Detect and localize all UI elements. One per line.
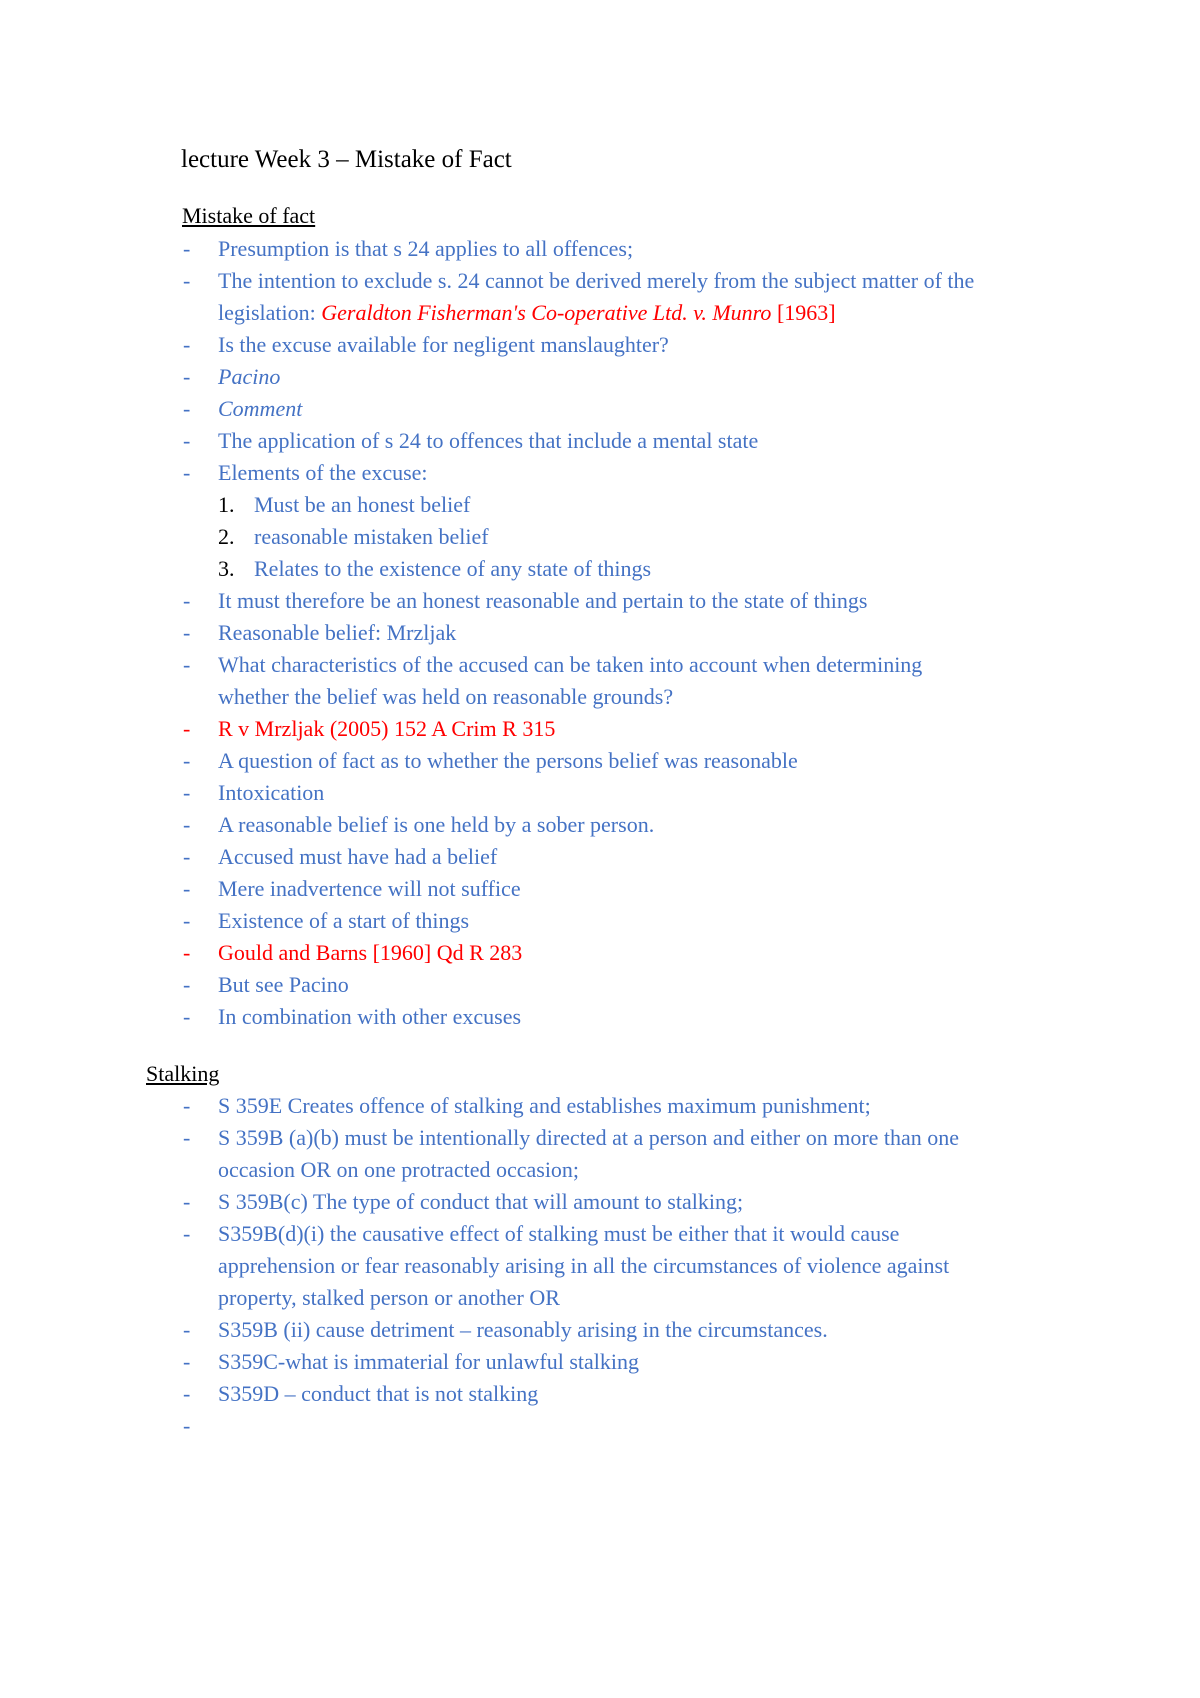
- list-item-text: Existence of a start of things: [218, 908, 470, 933]
- list-item: [180, 457, 1080, 489]
- case-citation-text: Geraldton Fisherman's Co-operative Ltd. v. Munro: [321, 300, 772, 325]
- list-item: [180, 937, 1080, 969]
- list-item: [180, 681, 1080, 713]
- list-item-text: Relates to the existence of any state of things: [254, 556, 652, 581]
- list-item-text: whether the belief was held on reasonable grounds?: [218, 684, 674, 709]
- case-citation-text: R v Mrzljak (2005) 152 A Crim R 315: [218, 716, 556, 741]
- bullet-dash: -: [183, 460, 191, 485]
- list-item: [180, 265, 1080, 297]
- list-item-text: Mere inadvertence will not suffice: [218, 876, 521, 901]
- bullet-dash: -: [183, 396, 191, 421]
- list-item-text: Must be an honest belief: [254, 492, 471, 517]
- bullet-dash: -: [183, 332, 191, 357]
- list-item-text: apprehension or fear reasonably arising in all the circumstances of violence against: [218, 1253, 950, 1278]
- list-item-text: S359D – conduct that is not stalking: [218, 1381, 539, 1406]
- list-item: [180, 905, 1080, 937]
- list-item-text: Is the excuse available for negligent manslaughter?: [218, 332, 669, 357]
- list-item: [180, 873, 1080, 905]
- list-item-text: S 359B(c) The type of conduct that will amount to stalking;: [218, 1189, 744, 1214]
- list-item: [180, 1090, 1080, 1122]
- list-item: [180, 617, 1080, 649]
- list-item: [180, 809, 1080, 841]
- list-item: [180, 425, 1080, 457]
- bullet-dash: -: [183, 780, 191, 805]
- bullet-dash: -: [183, 652, 191, 677]
- list-item-text: Reasonable belief: Mrzljak: [218, 620, 457, 645]
- list-item-text: legislation:: [218, 300, 322, 325]
- bullet-dash: -: [183, 812, 191, 837]
- list-item-text: In combination with other excuses: [218, 1004, 522, 1029]
- bullet-dash: -: [183, 716, 191, 741]
- list-item: [180, 521, 1080, 553]
- list-item-text: Intoxication: [218, 780, 325, 805]
- bullet-dash: -: [183, 1125, 191, 1150]
- list-item-text: The intention to exclude s. 24 cannot be derived merely from the subject matter of the: [218, 268, 975, 293]
- list-item: [180, 1218, 1080, 1250]
- list-item-text: occasion OR on one protracted occasion;: [218, 1157, 580, 1182]
- bullet-dash: -: [183, 844, 191, 869]
- list-item-text: Presumption is that s 24 applies to all offences;: [218, 236, 634, 261]
- list-item: [180, 1250, 1080, 1282]
- list-item-text: A reasonable belief is one held by a sober person.: [218, 812, 655, 837]
- bullet-dash: -: [183, 908, 191, 933]
- list-item: [180, 553, 1080, 585]
- list-item-text: property, stalked person or another OR: [218, 1285, 560, 1310]
- list-item-text: S359B(d)(i) the causative effect of stalking must be either that it would cause: [218, 1221, 900, 1246]
- bullet-dash: -: [183, 1413, 191, 1438]
- list-item: [180, 649, 1080, 681]
- bullet-dash: -: [183, 748, 191, 773]
- list-item: [180, 1314, 1080, 1346]
- list-item-text: What characteristics of the accused can be taken into account when determining: [218, 652, 923, 677]
- document-title: lecture Week 3 – Mistake of Fact: [181, 146, 512, 173]
- list-item-text: reasonable mistaken belief: [254, 524, 489, 549]
- case-citation-text: [1963]: [771, 300, 836, 325]
- list-item: [180, 713, 1080, 745]
- bullet-dash: -: [183, 1381, 191, 1406]
- list-item: [180, 1001, 1080, 1033]
- list-item: [180, 1378, 1080, 1410]
- list-item-text: The application of s 24 to offences that include a mental state: [218, 428, 759, 453]
- list-item: [180, 745, 1080, 777]
- bullet-dash: -: [183, 268, 191, 293]
- bullet-dash: -: [183, 1317, 191, 1342]
- list-number: 2.: [218, 524, 235, 549]
- list-item-text: Accused must have had a belief: [218, 844, 498, 869]
- list-item: [180, 1154, 1080, 1186]
- section-heading-mistake-of-fact: Mistake of fact: [182, 203, 316, 228]
- bullet-dash: -: [183, 1221, 191, 1246]
- list-item-text: Comment: [218, 396, 303, 421]
- list-item: [180, 585, 1080, 617]
- list-item: [180, 841, 1080, 873]
- list-item: [180, 1186, 1080, 1218]
- list-item: [180, 489, 1080, 521]
- bullet-dash: -: [183, 1349, 191, 1374]
- list-item-text: It must therefore be an honest reasonable and pertain to the state of things: [218, 588, 868, 613]
- bullet-dash: -: [183, 940, 191, 965]
- list-item: [180, 1282, 1080, 1314]
- list-item: [180, 1122, 1080, 1154]
- mistake-of-fact-bullet-list: [180, 233, 1080, 1033]
- list-number: 3.: [218, 556, 235, 581]
- bullet-dash: -: [183, 1189, 191, 1214]
- stalking-bullet-list: [180, 1090, 1080, 1438]
- list-item: [180, 361, 1080, 393]
- list-item-text: S 359B (a)(b) must be intentionally directed at a person and either on more than one: [218, 1125, 960, 1150]
- list-item: [180, 1346, 1080, 1378]
- list-item-text: S359B (ii) cause detriment – reasonably arising in the circumstances.: [218, 1317, 828, 1342]
- list-item: [180, 297, 1080, 329]
- list-item: [180, 777, 1080, 809]
- case-citation-text: Gould and Barns [1960] Qd R 283: [218, 940, 523, 965]
- list-item-text: But see Pacino: [218, 972, 349, 997]
- bullet-dash: -: [183, 620, 191, 645]
- list-item-text: Pacino: [218, 364, 281, 389]
- list-item: [180, 393, 1080, 425]
- list-item-text: A question of fact as to whether the persons belief was reasonable: [218, 748, 798, 773]
- section-heading-stalking: Stalking: [146, 1061, 220, 1086]
- bullet-dash: -: [183, 588, 191, 613]
- list-item: [180, 233, 1080, 265]
- bullet-dash: -: [183, 972, 191, 997]
- bullet-dash: -: [183, 428, 191, 453]
- list-item-text: S359C-what is immaterial for unlawful stalking: [218, 1349, 639, 1374]
- list-item-text: Elements of the excuse:: [218, 460, 428, 485]
- bullet-dash: -: [183, 876, 191, 901]
- list-number: 1.: [218, 492, 235, 517]
- bullet-dash: -: [183, 1093, 191, 1118]
- bullet-dash: -: [183, 364, 191, 389]
- list-item: [180, 329, 1080, 361]
- bullet-dash: -: [183, 236, 191, 261]
- list-item: [180, 969, 1080, 1001]
- list-item-text: S 359E Creates offence of stalking and establishes maximum punishment;: [218, 1093, 871, 1118]
- bullet-dash: -: [183, 1004, 191, 1029]
